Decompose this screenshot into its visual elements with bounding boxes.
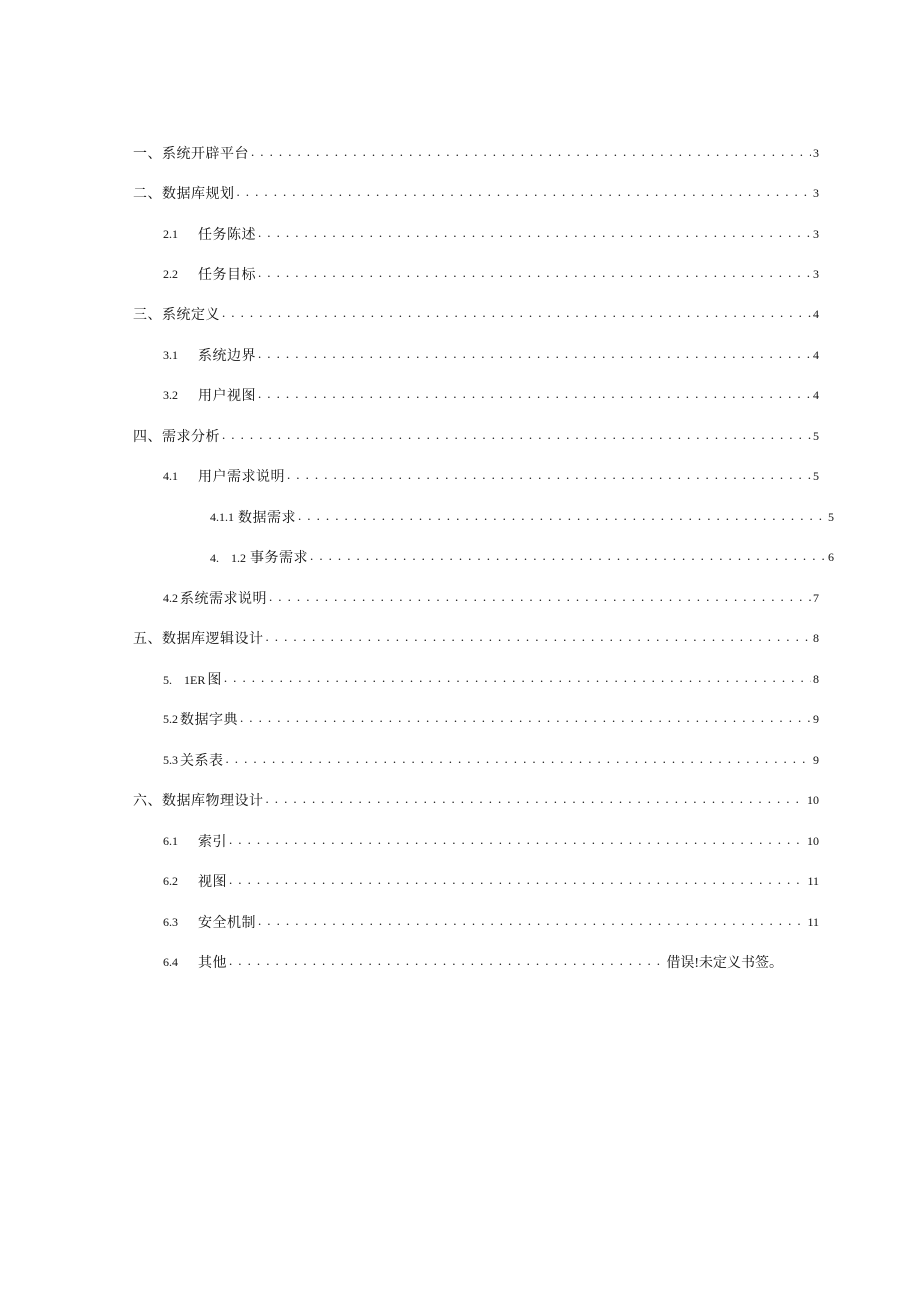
toc-title: 用户需求说明 xyxy=(198,469,285,485)
dot-leader xyxy=(229,830,805,852)
toc-entry-8[interactable] xyxy=(133,425,819,447)
dot-leader xyxy=(226,749,812,771)
dot-leader xyxy=(222,303,811,325)
toc-title: 关系表 xyxy=(180,753,224,769)
toc-title: 图 xyxy=(207,672,222,688)
toc-page: 9 xyxy=(813,711,819,726)
toc-entry-19[interactable] xyxy=(163,870,819,892)
toc-number: 2.1 xyxy=(163,226,178,241)
dot-leader xyxy=(258,384,811,406)
dot-leader xyxy=(266,627,812,649)
toc-number: 5.3 xyxy=(163,752,178,767)
toc-page: 9 xyxy=(813,752,819,767)
toc-title: 其他 xyxy=(198,955,227,971)
toc-title: 数据需求 xyxy=(238,510,296,526)
dot-leader xyxy=(251,142,811,164)
toc-page: 6 xyxy=(828,549,834,564)
toc-page: 8 xyxy=(813,671,819,686)
toc-entry-3[interactable] xyxy=(163,223,819,245)
dot-leader xyxy=(258,223,811,245)
toc-entry-13[interactable] xyxy=(133,627,819,649)
toc-page: 3 xyxy=(813,145,819,160)
toc-entry-6[interactable] xyxy=(163,344,819,366)
toc-page: 4 xyxy=(813,306,819,321)
toc-page: 4 xyxy=(813,387,819,402)
dot-leader xyxy=(229,951,664,973)
toc-page: 10 xyxy=(807,792,819,807)
toc-title: 视图 xyxy=(198,874,227,890)
toc-entry-4[interactable] xyxy=(163,263,819,285)
toc-title: 数据字典 xyxy=(180,712,238,728)
toc-title: 系统边界 xyxy=(198,348,256,364)
toc-title: 系统需求说明 xyxy=(180,591,267,607)
toc-number: 2.2 xyxy=(163,266,178,281)
toc-page: 5 xyxy=(813,428,819,443)
toc-title: 索引 xyxy=(198,834,227,850)
toc-title: 用户视图 xyxy=(198,388,256,404)
toc-entry-7[interactable] xyxy=(163,384,819,406)
toc-number: 4. 1.2 xyxy=(210,550,247,565)
toc-page: 8 xyxy=(813,630,819,645)
dot-leader xyxy=(229,870,805,892)
toc-entry-12[interactable] xyxy=(163,587,819,609)
dot-leader xyxy=(266,789,806,811)
dot-leader xyxy=(298,506,826,528)
toc-entry-2[interactable] xyxy=(133,182,819,204)
toc-page: 5 xyxy=(813,468,819,483)
toc-entry-20[interactable] xyxy=(163,911,819,933)
toc-entry-16[interactable] xyxy=(163,749,819,771)
toc-page: 3 xyxy=(813,185,819,200)
toc-entry-11[interactable] xyxy=(210,546,834,568)
toc-title: 五、数据库逻辑设计 xyxy=(133,631,264,647)
toc-entry-10[interactable] xyxy=(210,506,834,528)
toc-title: 六、数据库物理设计 xyxy=(133,793,264,809)
toc-number: 5. 1ER xyxy=(163,672,206,687)
toc-page: 3 xyxy=(813,266,819,281)
toc-page: 4 xyxy=(813,347,819,362)
toc-title: 安全机制 xyxy=(198,915,256,931)
toc-title: 任务陈述 xyxy=(198,227,256,243)
toc-entry-18[interactable] xyxy=(163,830,819,852)
toc-page: 3 xyxy=(813,226,819,241)
toc-title: 四、需求分析 xyxy=(133,429,220,445)
toc-page: 7 xyxy=(813,590,819,605)
toc-entry-15[interactable] xyxy=(163,708,819,730)
toc-page: 10 xyxy=(807,833,819,848)
toc-number: 3.2 xyxy=(163,387,178,402)
toc-title: 二、数据库规划 xyxy=(133,186,235,202)
toc-page: 11 xyxy=(807,914,819,929)
toc-number: 6.3 xyxy=(163,914,178,929)
toc-entry-14[interactable] xyxy=(163,668,819,690)
toc-entry-17[interactable] xyxy=(133,789,819,811)
toc-number: 6.2 xyxy=(163,873,178,888)
toc-number: 4.2 xyxy=(163,590,178,605)
dot-leader xyxy=(258,911,805,933)
toc-page: 11 xyxy=(807,873,819,888)
toc-title: 任务目标 xyxy=(198,267,256,283)
toc-page: 5 xyxy=(828,509,834,524)
toc-entry-21[interactable] xyxy=(163,951,783,973)
dot-leader xyxy=(222,425,811,447)
dot-leader xyxy=(287,465,811,487)
toc-number: 4.1 xyxy=(163,468,178,483)
toc-number: 4.1.1 xyxy=(210,509,234,524)
toc-title: 三、系统定义 xyxy=(133,307,220,323)
dot-leader xyxy=(240,708,811,730)
toc-title: 事务需求 xyxy=(250,550,309,566)
dot-leader xyxy=(258,344,811,366)
toc-entry-5[interactable] xyxy=(133,303,819,325)
dot-leader xyxy=(258,263,811,285)
toc-entry-1[interactable] xyxy=(133,142,819,164)
dot-leader xyxy=(224,668,811,690)
toc-title: 一、系统开辟平台 xyxy=(133,146,249,162)
toc-entry-9[interactable] xyxy=(163,465,819,487)
toc-number: 5.2 xyxy=(163,711,178,726)
toc-number: 6.4 xyxy=(163,954,178,969)
toc-number: 3.1 xyxy=(163,347,178,362)
toc-number: 6.1 xyxy=(163,833,178,848)
dot-leader xyxy=(269,587,811,609)
toc-page-error: 借误!未定义书签。 xyxy=(666,956,783,971)
dot-leader xyxy=(237,182,812,204)
dot-leader xyxy=(310,546,826,568)
